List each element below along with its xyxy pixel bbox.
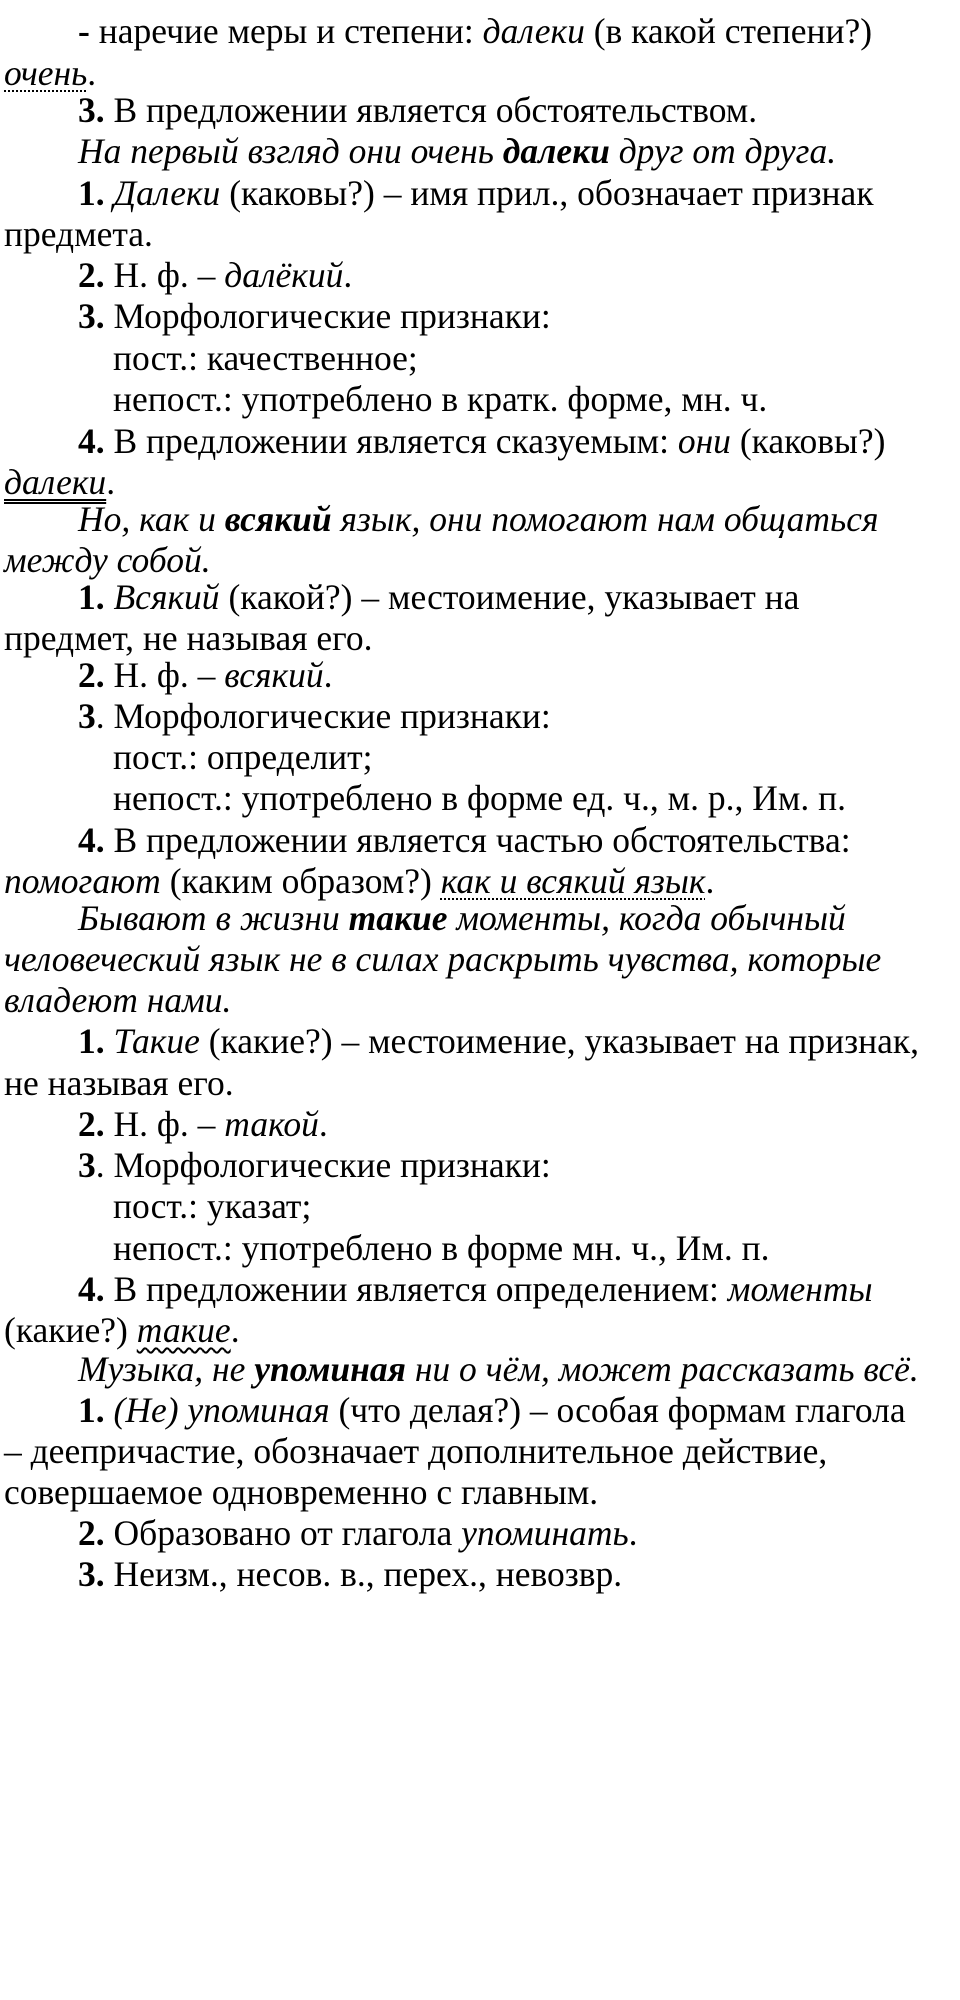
- text-run: всякий: [224, 499, 332, 539]
- text-run: .: [323, 655, 333, 695]
- text-run: они: [677, 421, 731, 461]
- text-run: наречие меры и степени:: [89, 11, 483, 51]
- text-run: моменты, когда обычный: [447, 898, 846, 938]
- text-line: [78, 819, 960, 861]
- text-line: [78, 1144, 960, 1186]
- text-run: (какой?) – местоимение, указывает на: [219, 577, 800, 617]
- text-run: (что делая?) – особая формам глагола: [329, 1390, 906, 1430]
- text-line: [113, 736, 960, 778]
- text-run: далеки: [502, 131, 610, 171]
- text-run: ни о чём, может рассказать всё.: [405, 1349, 919, 1389]
- text-line: [4, 52, 960, 94]
- text-run: (в какой степени?): [584, 11, 873, 51]
- text-run: человеческий язык не в силах раскрыть чувства, которые: [4, 939, 882, 979]
- text-run: помогают: [4, 861, 161, 901]
- text-run: очень: [4, 53, 88, 93]
- text-run: 2.: [78, 1513, 105, 1553]
- text-run: (какие?): [4, 1310, 137, 1350]
- text-run: далеки: [4, 462, 107, 502]
- text-line: [78, 1103, 960, 1145]
- text-run: язык, они помогают нам общаться: [331, 499, 879, 539]
- text-line: [78, 254, 960, 296]
- text-line: [4, 860, 960, 902]
- text-run: пост.: качественное;: [113, 338, 418, 378]
- text-run: владеют нами.: [4, 980, 232, 1020]
- text-line: [78, 695, 960, 737]
- text-line: [113, 378, 960, 420]
- text-line: [4, 461, 960, 503]
- text-line: [4, 938, 960, 980]
- text-run: непост.: употреблено в форме ед. ч., м. р., Им. п.: [113, 778, 846, 818]
- text-run: Такие: [113, 1021, 200, 1061]
- text-run: 3.: [78, 90, 105, 130]
- text-line: [78, 420, 960, 462]
- text-line: [4, 539, 960, 581]
- text-run: .: [343, 255, 353, 295]
- text-run: Музыка, не: [78, 1349, 255, 1389]
- text-run: 3.: [78, 296, 105, 336]
- text-line: [4, 1309, 960, 1351]
- text-run: Далеки: [113, 173, 221, 213]
- text-run: (какие?) – местоимение, указывает на признак,: [199, 1021, 920, 1061]
- text-run: .: [628, 1513, 638, 1553]
- text-run: моменты: [727, 1269, 873, 1309]
- text-run: такие: [136, 1310, 231, 1350]
- text-run: такой: [224, 1104, 319, 1144]
- text-run: совершаемое одновременно с главным.: [4, 1472, 599, 1512]
- text-run: друг от друга.: [609, 131, 837, 171]
- text-run: всякий: [224, 655, 324, 695]
- text-line: [78, 172, 960, 214]
- text-run: упоминая: [254, 1349, 406, 1389]
- text-run: между собой.: [4, 540, 211, 580]
- text-line: [4, 979, 960, 1021]
- text-line: [113, 1185, 960, 1227]
- text-run: .: [87, 53, 97, 93]
- text-run: В предложении является сказуемым:: [104, 421, 678, 461]
- text-run: 1.: [78, 1390, 105, 1430]
- text-run: Морфологические признаки:: [104, 296, 551, 336]
- text-run: 1.: [78, 173, 105, 213]
- text-run: . Морфологические признаки:: [95, 696, 551, 736]
- text-line: [78, 576, 960, 618]
- text-run: 2.: [78, 255, 105, 295]
- text-run: 2.: [78, 1104, 105, 1144]
- text-run: непост.: употреблено в форме мн. ч., Им. п.: [113, 1228, 770, 1268]
- text-run: На первый взгляд они очень: [78, 131, 503, 171]
- text-line: [78, 498, 960, 540]
- text-run: 1.: [78, 577, 105, 617]
- text-line: [113, 1227, 960, 1269]
- text-run: Н. ф. –: [104, 255, 225, 295]
- text-run: [105, 577, 114, 617]
- text-run: – деепричастие, обозначает дополнительное действие,: [4, 1431, 828, 1471]
- text-line: [78, 295, 960, 337]
- text-run: далеки: [482, 11, 585, 51]
- text-run: В предложении является определением:: [104, 1269, 728, 1309]
- text-run: .: [705, 861, 715, 901]
- text-line: [78, 1553, 960, 1595]
- text-run: В предложении является обстоятельством.: [104, 90, 758, 130]
- text-line: [4, 213, 960, 255]
- text-run: Бывают в жизни: [78, 898, 349, 938]
- text-run: 4.: [78, 820, 105, 860]
- text-run: непост.: употреблено в кратк. форме, мн. ч.: [113, 379, 768, 419]
- text-run: упоминать: [461, 1513, 629, 1553]
- text-line: [4, 617, 960, 659]
- text-run: .: [318, 1104, 328, 1144]
- text-run: -: [78, 11, 90, 51]
- text-run: . Морфологические признаки:: [95, 1145, 551, 1185]
- text-run: Образовано от глагола: [104, 1513, 462, 1553]
- text-run: пост.: определит;: [113, 737, 373, 777]
- text-run: предмет, не называя его.: [4, 618, 373, 658]
- text-run: (каковы?) – имя прил., обозначает признак: [220, 173, 874, 213]
- text-run: 2.: [78, 655, 105, 695]
- text-run: 3: [78, 696, 96, 736]
- text-run: не называя его.: [4, 1063, 234, 1103]
- text-run: пост.: указат;: [113, 1186, 312, 1226]
- text-run: (каковы?): [730, 421, 886, 461]
- text-run: .: [230, 1310, 240, 1350]
- text-run: Но, как и: [78, 499, 225, 539]
- text-run: В предложении является частью обстоятельства:: [104, 820, 851, 860]
- text-run: 4.: [78, 1269, 105, 1309]
- text-run: далёкий: [224, 255, 344, 295]
- text-line: [4, 1430, 960, 1472]
- text-line: [78, 1389, 960, 1431]
- text-run: Н. ф. –: [104, 655, 225, 695]
- text-run: [105, 1390, 114, 1430]
- text-run: 3: [78, 1145, 96, 1185]
- text-run: [105, 1021, 114, 1061]
- text-line: [78, 10, 960, 52]
- text-line: [78, 89, 960, 131]
- text-line: [78, 1020, 960, 1062]
- text-run: предмета.: [4, 214, 153, 254]
- text-line: [78, 654, 960, 696]
- text-run: 4.: [78, 421, 105, 461]
- text-line: [78, 1268, 960, 1310]
- text-run: 1.: [78, 1021, 105, 1061]
- text-run: такие: [348, 898, 448, 938]
- text-run: Всякий: [113, 577, 220, 617]
- text-run: Н. ф. –: [104, 1104, 225, 1144]
- text-run: [105, 173, 114, 213]
- text-line: [4, 1471, 960, 1513]
- text-run: .: [106, 462, 116, 502]
- text-run: (каким образом?): [160, 861, 441, 901]
- text-line: [4, 1062, 960, 1104]
- text-run: 3.: [78, 1554, 105, 1594]
- text-line: [113, 337, 960, 379]
- text-run: (Не) упоминая: [113, 1390, 330, 1430]
- text-line: [113, 777, 960, 819]
- text-line: [78, 130, 960, 172]
- text-run: Неизм., несов. в., перех., невозвр.: [104, 1554, 623, 1594]
- text-run: как и всякий язык: [440, 861, 706, 901]
- text-line: [78, 1348, 960, 1390]
- text-line: [78, 897, 960, 939]
- text-line: [78, 1512, 960, 1554]
